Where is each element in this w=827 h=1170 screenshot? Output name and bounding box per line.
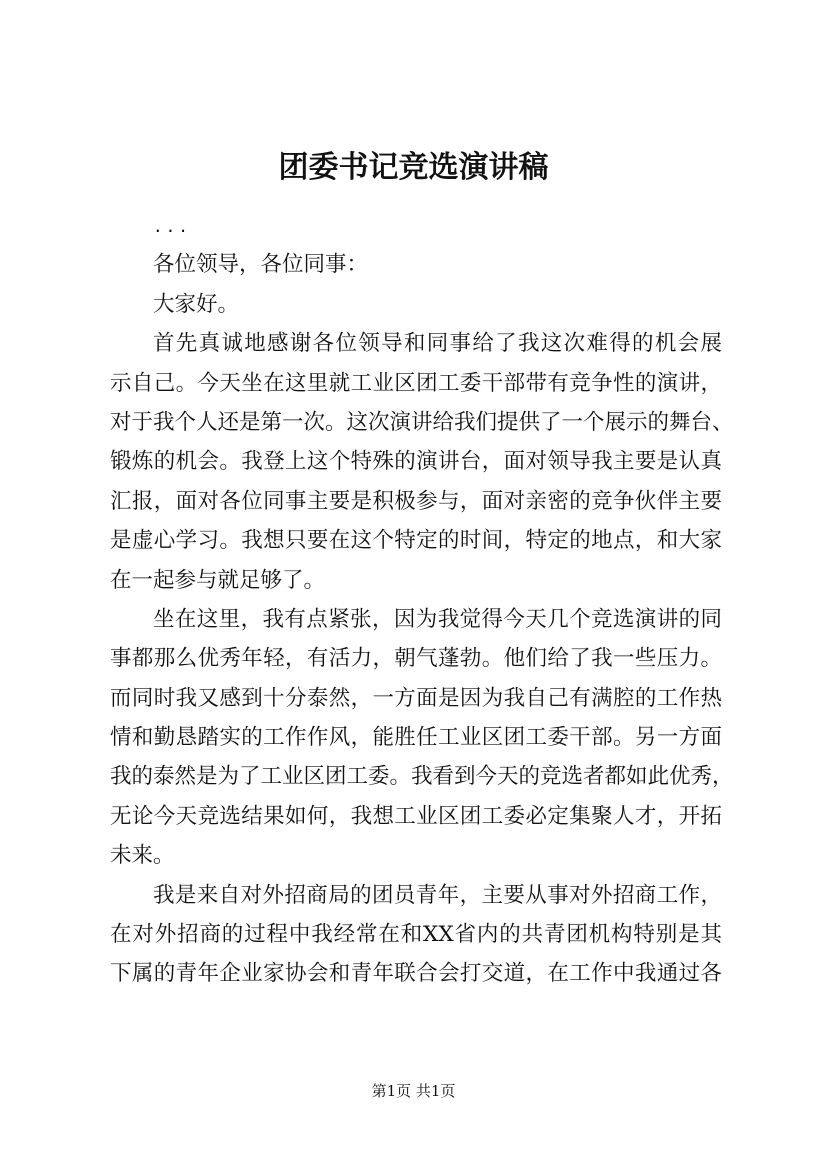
text-line: 是虚心学习。我想只要在这个特定的时间，特定的地点，和大家 [110,528,722,554]
text-line: 汇报，面对各位同事主要是积极参与，面对亲密的竞争伙伴主要 [110,488,722,514]
text-line: 而同时我又感到十分泰然，一方面是因为我自己有满腔的工作热 [110,685,722,711]
text-line: 情和勤恳踏实的工作作风，能胜任工业区团工委干部。另一方面 [110,725,722,751]
ellipsis-marker: ... [153,217,191,236]
text-line: 事都那么优秀年轻，有活力，朝气蓬勃。他们给了我一些压力。 [110,646,722,672]
text-line: 下属的青年企业家协会和青年联合会打交道，在工作中我通过各 [110,961,722,987]
text-line: 在对外招商的过程中我经常在和XX省内的共青团机构特别是其 [110,922,722,948]
text-line: 锻炼的机会。我登上这个特殊的演讲台，面对领导我主要是认真 [110,449,722,475]
text-line: 大家好。 [153,291,240,317]
ellipsis-line [110,206,722,245]
text-line: 首先真诚地感谢各位领导和同事给了我这次难得的机会展 [153,331,722,357]
text-line: 示自己。今天坐在这里就工业区团工委干部带有竞争性的演讲， [110,370,722,396]
paragraph-lines [110,245,734,993]
text-line: 在一起参与就足够了。 [110,567,326,593]
text-line: 我的泰然是为了工业区团工委。我看到今天的竞选者都如此优秀， [110,764,734,790]
text-line: 各位领导，各位同事： [153,252,369,278]
page-footer: 第1页 共1页 [371,1082,456,1100]
document-title: 团委书记竞选演讲稿 [278,150,549,185]
text-line: 未来。 [110,843,175,869]
text-line: 坐在这里，我有点紧张，因为我觉得今天几个竞选演讲的同 [153,606,722,632]
text-line: 对于我个人还是第一次。这次演讲给我们提供了一个展示的舞台、 [110,409,734,435]
document-body [110,206,734,994]
text-line: 无论今天竞选结果如何，我想工业区团工委必定集聚人才，开拓 [110,803,722,829]
text-line: 我是来自对外招商局的团员青年，主要从事对外招商工作， [153,882,722,908]
